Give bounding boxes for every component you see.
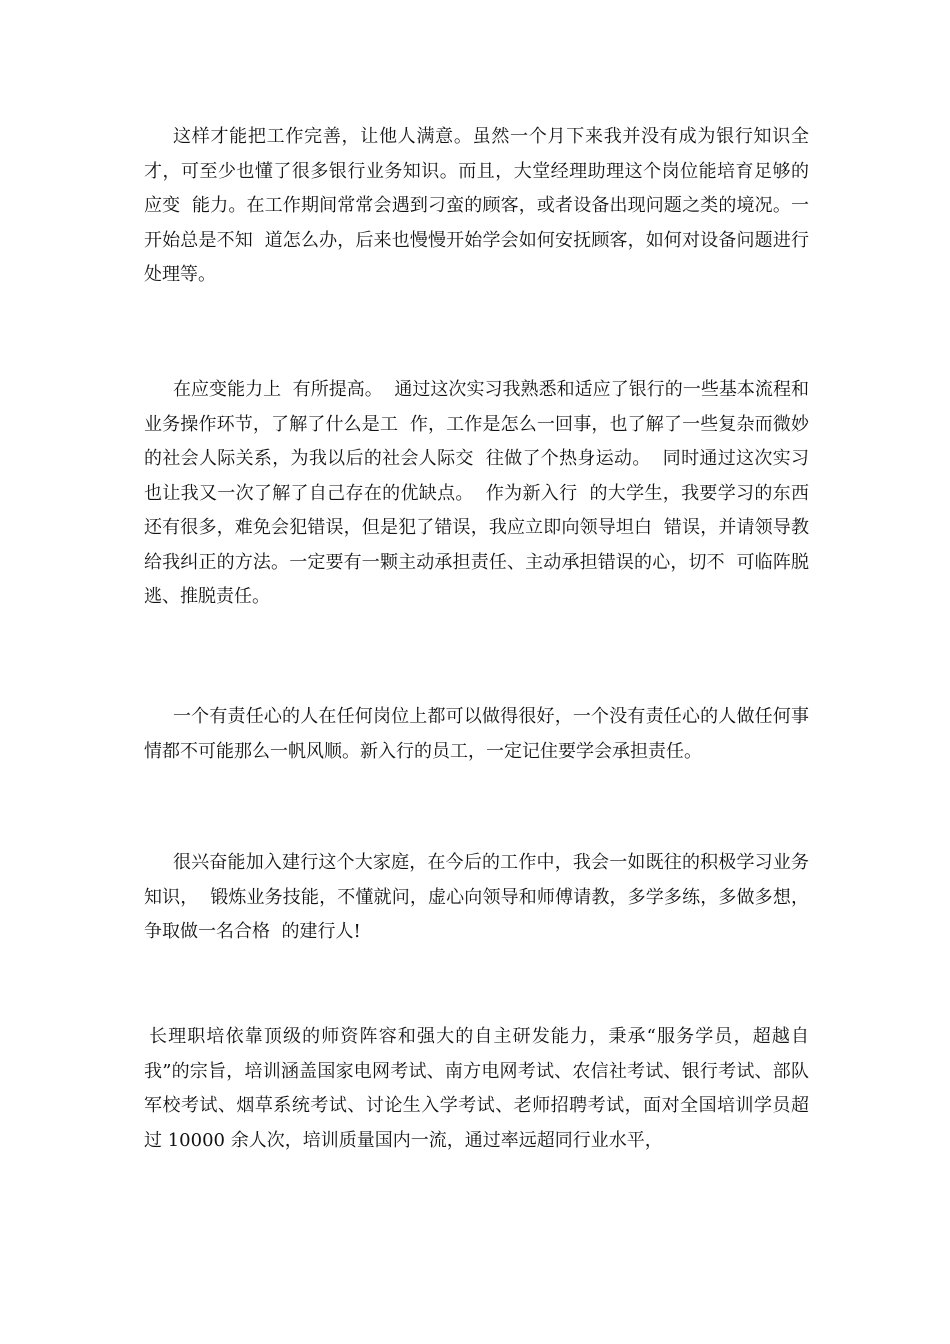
paragraph-5: 长理职培依靠顶级的师资阵容和强大的自主研发能力，秉承“服务学员，超越自我”的宗旨，培训涵盖国家电网考试、南方电网考试、农信社考试、银行考试、部队军校考试、烟草系统考试、讨论生入学考试、老师招聘考试，面对全国培训学员超过 10000 余人次，培训质量国内一流，通过率远超同行业水平，	[144, 1026, 809, 1151]
paragraph-4: 很兴奋能加入建行这个大家庭，在今后的工作中，我会一如既往的积极学习业务知识， 锻炼业务技能，不懂就问，虚心向领导和师傅请教，多学多练，多做多想，争取做一名合格 的建行人!	[144, 852, 809, 942]
paragraph-1: 这样才能把工作完善，让他人满意。虽然一个月下来我并没有成为银行知识全才，可至少也懂了很多银行业务知识。而且，大堂经理助理这个岗位能培育足够的应变 能力。在工作期间常常会遇到刁蛮的顾客，或者设备出现问题之类的境况。一开始总是不知 道怎么办，后来也慢慢开始学会如何安抚顾客，如何对设备问题进行处理等。	[144, 126, 809, 285]
paragraph-3: 一个有责任心的人在任何岗位上都可以做得很好，一个没有责任心的人做任何事情都不可能那么一帆风顺。新入行的员工，一定记住要学会承担责任。	[144, 706, 809, 762]
paragraph-2: 在应变能力上 有所提高。 通过这次实习我熟悉和适应了银行的一些基本流程和业务操作环节，了解了什么是工 作，工作是怎么一回事，也了解了一些复杂而微妙的社会人际关系，为我以后的社会人际交 往做了个热身运动。 同时通过这次实习也让我又一次了解了自己存在的优缺点。 作为新入行 的大学生，我要学习的东西还有很多，难免会犯错误，但是犯了错误，我应立即向领导坦白 错误，并请领导教给我纠正的方法。一定要有一颗主动承担责任、主动承担错误的心，切不 可临阵脱逃、推脱责任。	[144, 379, 809, 607]
